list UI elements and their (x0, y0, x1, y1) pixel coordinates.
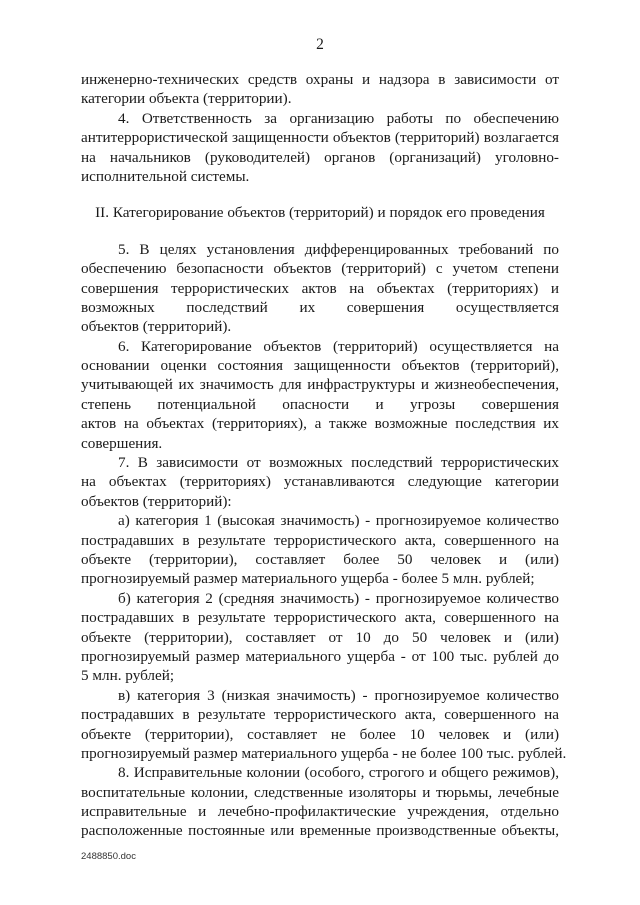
page-number: 2 (316, 36, 324, 53)
document-filename-footer: 2488850.doc (81, 851, 136, 862)
text-line: инженерно-технических средств охраны и надзора в зависимости от (81, 71, 559, 88)
paragraph-6 (81, 337, 559, 453)
text-line: исправительные и лечебно-профилактические учреждения, отдельно (81, 803, 559, 821)
text-line: объекте (территории), составляет не более 10 человек и (или) (81, 725, 559, 743)
paragraph-7a (81, 511, 559, 589)
text-line: прогнозируемый размер материального ущерба - более 5 млн. рублей; (81, 570, 535, 588)
section-heading: II. Категорирование объектов (территорий) и порядок его проведения (95, 204, 545, 222)
text-line: антитеррористической защищенности объектов (территорий) возлагается (81, 129, 559, 147)
text-line: 4. Ответственность за организацию работы по обеспечению (118, 109, 559, 127)
text-line: на объектах (территориях) устанавливаются следующие категории (81, 473, 559, 491)
text-line: актов на объектах (территориях), а также возможные последствия их (81, 415, 559, 433)
paragraph-7 (81, 453, 559, 511)
paragraph-7c (81, 686, 567, 764)
text-line: 7. В зависимости от возможных последствий террористических (118, 454, 559, 472)
text-line: б) категория 2 (средняя значимость) - прогнозируемое количество (118, 589, 559, 607)
paragraph-7b (81, 589, 559, 686)
text-line: основании оценки состояния защищенности объектов (территорий), (81, 357, 559, 375)
text-line: 5 млн. рублей; (81, 667, 175, 685)
text-line: 6. Категорирование объектов (территорий) осуществляется на (118, 337, 559, 355)
text-line: пострадавших в результате террористического акта, совершенного на (81, 531, 559, 549)
text-line: степень потенциальной опасности и угрозы совершения (81, 395, 559, 413)
text-line: возможных последствий их совершения осуществляется (81, 298, 559, 316)
text-line: пострадавших в результате террористического акта, совершенного на (81, 706, 559, 724)
text-line: прогнозируемый размер материального ущерба - от 100 тыс. рублей до (81, 647, 559, 665)
text-line: объекте (территории), составляет от 10 до 50 человек и (или) (81, 628, 559, 646)
text-line: прогнозируемый размер материального ущерба - не более 100 тыс. рублей. (81, 744, 567, 762)
text-line: обеспечению безопасности объектов (территорий) с учетом степени (81, 260, 559, 278)
paragraph-4 (81, 109, 559, 187)
text-line: учитывающей их значимость для инфраструктуры и жизнеобеспечения, (81, 376, 559, 394)
text-line: в) категория 3 (низкая значимость) - прогнозируемое количество (118, 686, 559, 704)
text-line: совершения террористических актов на объектах (территориях) и (81, 279, 559, 297)
document-body (81, 70, 567, 841)
paragraph-8 (81, 763, 559, 841)
text-line: воспитательные колонии, следственные изоляторы и тюрьмы, лечебные (81, 783, 559, 801)
text-line: 5. В целях установления дифференцированных требований по (118, 240, 559, 258)
text-line: объектов (территорий). (81, 318, 232, 336)
text-line: а) категория 1 (высокая значимость) - прогнозируемое количество (118, 512, 559, 530)
text-line: на начальников (руководителей) органов (организаций) уголовно- (81, 148, 559, 166)
text-line: исполнительной системы. (81, 167, 250, 185)
text-line: 8. Исправительные колонии (особого, строгого и общего режимов), (118, 764, 559, 782)
paragraph-3-tail (81, 70, 559, 109)
text-line: объектов (территорий): (81, 492, 232, 510)
text-line: расположенные постоянные или временные производственные объекты, (81, 822, 559, 840)
text-line: пострадавших в результате террористического акта, совершенного на (81, 609, 559, 627)
text-line: совершения. (81, 434, 163, 452)
text-line: категории объекта (территории). (81, 90, 292, 108)
paragraph-5 (81, 240, 559, 337)
text-line: объекте (территории), составляет более 50 человек и (или) (81, 550, 559, 568)
